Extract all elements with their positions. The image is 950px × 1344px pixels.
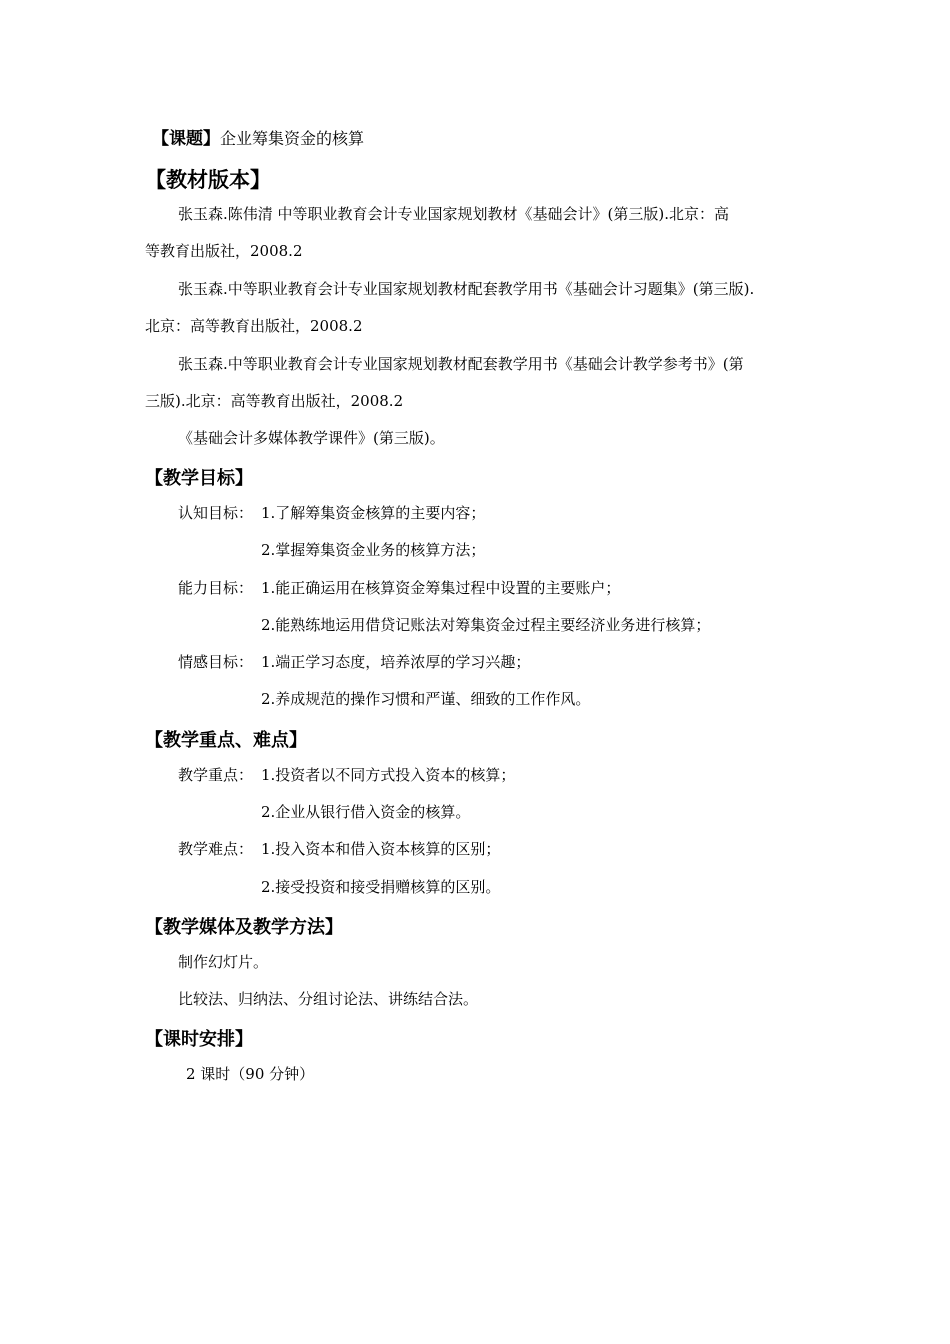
objective-label-cognitive: 认知目标： xyxy=(178,504,254,522)
objective-item: 1.能正确运用在核算资金筹集过程中设置的主要账户； xyxy=(261,579,621,597)
textbook-entry-3-line1: 张玉森.中等职业教育会计专业国家规划教材配套教学用书《基础会计教学参考书》(第 xyxy=(178,355,744,373)
textbook-entry-2-line2: 北京：高等教育出版社，2008.2 xyxy=(145,317,363,335)
key-point-label-difficulty: 教学难点： xyxy=(178,840,254,858)
objectives-heading: 【教学目标】 xyxy=(145,468,253,489)
media-line: 比较法、归纳法、分组讨论法、讲练结合法。 xyxy=(178,990,479,1008)
objective-item: 2.养成规范的操作习惯和严谨、细致的工作作风。 xyxy=(261,690,591,708)
objective-item: 2.掌握筹集资金业务的核算方法； xyxy=(261,541,486,559)
media-line: 制作幻灯片。 xyxy=(178,953,269,971)
key-point-item: 2.企业从银行借入资金的核算。 xyxy=(261,803,471,821)
textbook-entry-2-line1: 张玉森.中等职业教育会计专业国家规划教材配套教学用书《基础会计习题集》(第三版). xyxy=(178,280,755,298)
topic-label: 【课题】 xyxy=(152,129,220,149)
schedule-value: 2 课时（90 分钟） xyxy=(186,1065,315,1083)
key-point-label-focus: 教学重点： xyxy=(178,766,254,784)
textbook-entry-3-line2: 三版).北京：高等教育出版社，2008.2 xyxy=(145,392,404,410)
schedule-heading: 【课时安排】 xyxy=(145,1029,253,1050)
topic-value: 企业筹集资金的核算 xyxy=(220,129,365,148)
objective-item: 1.了解筹集资金核算的主要内容； xyxy=(261,504,486,522)
key-point-item: 1.投资者以不同方式投入资本的核算； xyxy=(261,766,516,784)
objective-label-ability: 能力目标： xyxy=(178,579,254,597)
key-point-item: 2.接受投资和接受捐赠核算的区别。 xyxy=(261,878,501,896)
textbook-entry-1-line1: 张玉森.陈伟清 中等职业教育会计专业国家规划教材《基础会计》(第三版).北京：高 xyxy=(178,205,730,223)
objective-item: 2.能熟练地运用借贷记账法对筹集资金过程主要经济业务进行核算； xyxy=(261,616,711,634)
topic-line xyxy=(152,124,364,149)
media-heading: 【教学媒体及教学方法】 xyxy=(145,917,343,938)
textbook-extra: 《基础会计多媒体教学课件》(第三版)。 xyxy=(178,429,445,447)
textbook-entry-1-line2: 等教育出版社，2008.2 xyxy=(145,242,303,260)
objective-item: 1.端正学习态度，培养浓厚的学习兴趣； xyxy=(261,653,531,671)
key-point-item: 1.投入资本和借入资本核算的区别； xyxy=(261,840,501,858)
textbook-heading: 【教材版本】 xyxy=(145,168,271,192)
key-points-heading: 【教学重点、难点】 xyxy=(145,730,307,751)
objective-label-emotion: 情感目标： xyxy=(178,653,254,671)
